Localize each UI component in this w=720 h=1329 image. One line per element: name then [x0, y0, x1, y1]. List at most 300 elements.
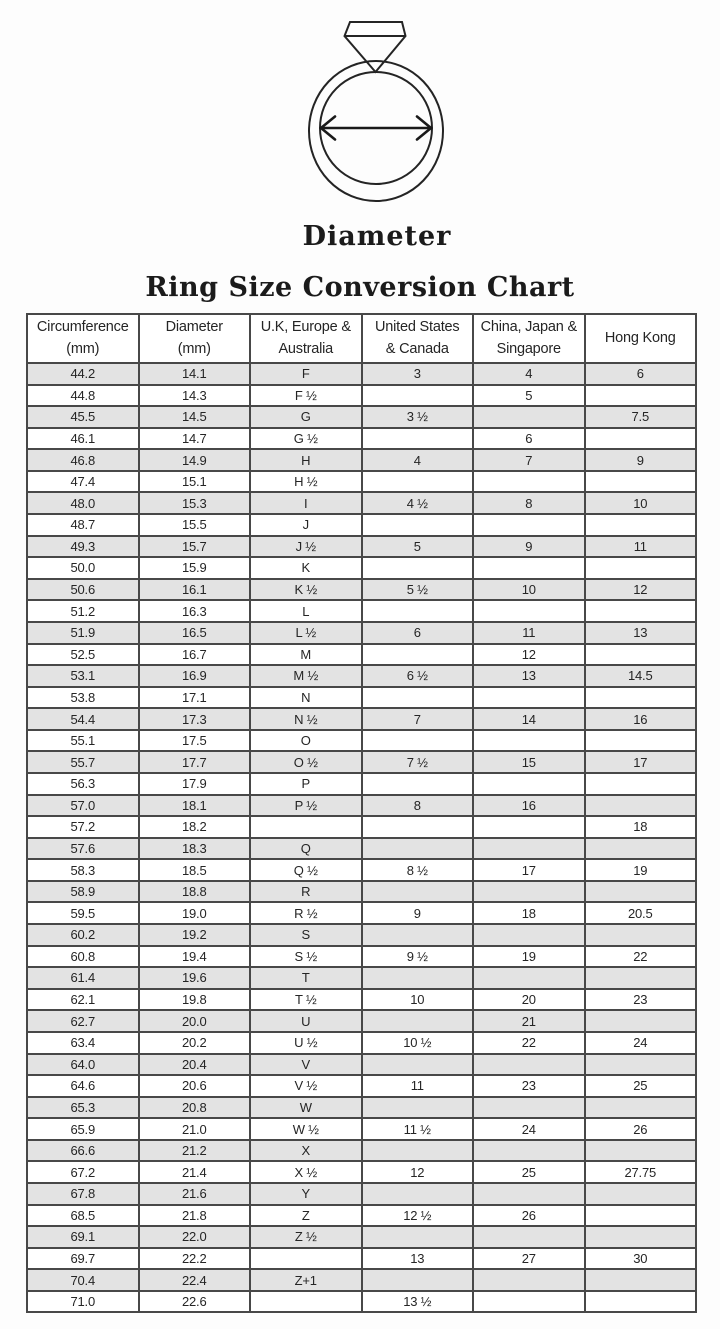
cell	[586, 839, 696, 859]
cell: T	[251, 968, 363, 988]
cell	[363, 688, 475, 708]
cell: 15.9	[140, 558, 252, 578]
cell: 24	[474, 1119, 586, 1139]
cell: 48.7	[28, 515, 140, 535]
cell: 12	[633, 582, 648, 598]
cell	[363, 817, 475, 837]
cell: U	[251, 1011, 363, 1031]
cell: 11	[474, 623, 586, 643]
cell: L	[251, 601, 363, 621]
cell	[251, 1249, 363, 1269]
page-title: Ring Size Conversion Chart	[145, 272, 575, 303]
cell	[363, 1011, 475, 1031]
cell: 30	[633, 1250, 648, 1266]
cell	[363, 558, 475, 578]
cell: L ½	[251, 623, 363, 643]
cell: Y	[251, 1184, 363, 1204]
cell	[586, 968, 696, 988]
table-row	[28, 729, 695, 751]
column-header-line: Singapore	[496, 340, 561, 357]
table-row	[28, 643, 695, 665]
cell	[363, 882, 475, 902]
cell	[363, 925, 475, 945]
cell	[251, 817, 363, 837]
cell: 9	[363, 903, 475, 923]
cell	[586, 1098, 696, 1118]
table-row	[28, 1096, 695, 1118]
cell: 4	[363, 450, 475, 470]
cell	[474, 1270, 586, 1290]
cell	[586, 1206, 696, 1226]
cell: 26	[633, 1121, 648, 1137]
cell: N ½	[251, 709, 363, 729]
cell: 5 ½	[363, 580, 475, 600]
cell: 5	[474, 386, 586, 406]
cell	[363, 1141, 475, 1161]
cell: 56.3	[28, 774, 140, 794]
table-row	[28, 945, 695, 967]
cell: 58.9	[28, 882, 140, 902]
cell: 4	[474, 364, 586, 384]
table-row	[28, 513, 695, 535]
cell: 53.8	[28, 688, 140, 708]
cell: V ½	[251, 1076, 363, 1096]
cell: 17	[633, 754, 648, 770]
cell: 17	[474, 860, 586, 880]
cell: 22	[633, 948, 648, 964]
cell: 15.5	[140, 515, 252, 535]
cell: H ½	[251, 472, 363, 492]
cell: R ½	[251, 903, 363, 923]
cell: 14.1	[140, 364, 252, 384]
cell: 25	[474, 1162, 586, 1182]
cell	[474, 558, 586, 578]
table-row	[28, 556, 695, 578]
cell	[363, 774, 475, 794]
cell: X	[251, 1141, 363, 1161]
cell: K	[251, 558, 363, 578]
cell	[474, 515, 586, 535]
cell: 9 ½	[363, 947, 475, 967]
cell: Q	[251, 839, 363, 859]
table-row	[28, 880, 695, 902]
cell: 4 ½	[363, 493, 475, 513]
cell	[474, 407, 586, 427]
column-header-line: United States	[375, 318, 460, 335]
table-row	[28, 1009, 695, 1031]
cell	[586, 1292, 696, 1312]
cell: I	[251, 493, 363, 513]
cell: 11	[633, 538, 647, 554]
cell: P ½	[251, 796, 363, 816]
cell	[586, 472, 696, 492]
cell	[363, 1098, 475, 1118]
cell	[474, 1055, 586, 1075]
cell: O	[251, 731, 363, 751]
cell: 57.6	[28, 839, 140, 859]
cell: Z+1	[251, 1270, 363, 1290]
cell	[586, 688, 696, 708]
cell: 21	[474, 1011, 586, 1031]
cell	[586, 429, 696, 449]
cell	[586, 1055, 696, 1075]
cell: 27	[474, 1249, 586, 1269]
cell: 49.3	[28, 537, 140, 557]
cell	[586, 1141, 696, 1161]
column-header-line: Circumference	[36, 318, 129, 335]
cell: 63.4	[28, 1033, 140, 1053]
column-header-line: Diameter	[165, 318, 223, 335]
cell: 22.2	[140, 1249, 252, 1269]
table-row	[28, 1247, 695, 1269]
table-row	[28, 686, 695, 708]
cell: 53.1	[28, 666, 140, 686]
cell: 20.6	[140, 1076, 252, 1096]
table-row	[28, 901, 695, 923]
cell: N	[251, 688, 363, 708]
cell	[586, 386, 696, 406]
column-header-china-japan-singapore	[474, 315, 586, 362]
cell: 10	[363, 990, 475, 1010]
cell: F ½	[251, 386, 363, 406]
cell: 17.1	[140, 688, 252, 708]
column-header-line: Hong Kong	[604, 329, 676, 346]
cell: 10	[633, 495, 648, 511]
cell: 20.4	[140, 1055, 252, 1075]
cell: 13	[363, 1249, 475, 1269]
cell: 67.8	[28, 1184, 140, 1204]
cell: 44.2	[28, 364, 140, 384]
cell	[474, 688, 586, 708]
cell: 50.0	[28, 558, 140, 578]
cell: 16	[474, 796, 586, 816]
table-row	[28, 1031, 695, 1053]
cell: 14.7	[140, 429, 252, 449]
cell: 44.8	[28, 386, 140, 406]
cell: 55.7	[28, 752, 140, 772]
cell: 23	[633, 992, 648, 1008]
cell: 5	[363, 537, 475, 557]
cell: X ½	[251, 1162, 363, 1182]
cell: 21.4	[140, 1162, 252, 1182]
table-row	[28, 1204, 695, 1226]
cell: 69.7	[28, 1249, 140, 1269]
cell: 16	[633, 711, 648, 727]
cell	[474, 968, 586, 988]
cell: 20.8	[140, 1098, 252, 1118]
column-header-hong-kong	[586, 315, 696, 362]
cell: 9	[474, 537, 586, 557]
cell: 21.6	[140, 1184, 252, 1204]
cell: O ½	[251, 752, 363, 772]
cell	[586, 774, 696, 794]
column-header-diameter	[140, 315, 252, 362]
cell: 65.3	[28, 1098, 140, 1118]
cell	[474, 817, 586, 837]
cell	[474, 925, 586, 945]
cell: 55.1	[28, 731, 140, 751]
cell: Z	[251, 1206, 363, 1226]
table-row	[28, 1074, 695, 1096]
cell: 47.4	[28, 472, 140, 492]
cell: 24	[633, 1035, 648, 1051]
cell: 8	[474, 493, 586, 513]
cell: 18.2	[140, 817, 252, 837]
column-header-line: & Canada	[385, 340, 449, 357]
cell	[474, 1227, 586, 1247]
cell: M	[251, 645, 363, 665]
cell: 62.7	[28, 1011, 140, 1031]
cell: 13	[474, 666, 586, 686]
cell: 46.8	[28, 450, 140, 470]
table-row	[28, 988, 695, 1010]
column-header-circumference	[28, 315, 140, 362]
cell: 64.6	[28, 1076, 140, 1096]
cell: 13 ½	[363, 1292, 475, 1312]
cell: 62.1	[28, 990, 140, 1010]
cell: 20.5	[627, 905, 653, 921]
cell	[586, 882, 696, 902]
cell: 18.5	[140, 860, 252, 880]
table-row	[28, 599, 695, 621]
table-row	[28, 621, 695, 643]
cell	[586, 601, 696, 621]
cell	[474, 601, 586, 621]
cell: 19.6	[140, 968, 252, 988]
cell: 11	[363, 1076, 475, 1096]
cell: P	[251, 774, 363, 794]
cell: 22	[474, 1033, 586, 1053]
cell: 26	[474, 1206, 586, 1226]
cell: 7 ½	[363, 752, 475, 772]
cell	[363, 1184, 475, 1204]
cell: 14.5	[140, 407, 252, 427]
table-row	[28, 405, 695, 427]
cell: 17.3	[140, 709, 252, 729]
cell: F	[251, 364, 363, 384]
table-row	[28, 1268, 695, 1290]
cell: 8	[363, 796, 475, 816]
table-row	[28, 794, 695, 816]
cell	[363, 1055, 475, 1075]
column-header-line: Australia	[278, 340, 334, 357]
table-row	[28, 1117, 695, 1139]
cell: 3 ½	[363, 407, 475, 427]
cell: 15.3	[140, 493, 252, 513]
table-row	[28, 1290, 695, 1312]
cell: 64.0	[28, 1055, 140, 1075]
cell: 11 ½	[363, 1119, 475, 1139]
column-header-line: China, Japan &	[480, 318, 577, 335]
cell	[474, 839, 586, 859]
ring-size-table	[26, 313, 697, 1313]
cell: 18.8	[140, 882, 252, 902]
cell: G ½	[251, 429, 363, 449]
cell	[251, 1292, 363, 1312]
cell: 20	[474, 990, 586, 1010]
cell: 16.7	[140, 645, 252, 665]
table-row	[28, 923, 695, 945]
cell: 17.9	[140, 774, 252, 794]
cell: 17.5	[140, 731, 252, 751]
cell: 45.5	[28, 407, 140, 427]
cell: 6	[474, 429, 586, 449]
cell: 19.2	[140, 925, 252, 945]
cell: 14	[474, 709, 586, 729]
cell	[586, 515, 696, 535]
table-row	[28, 858, 695, 880]
cell: K ½	[251, 580, 363, 600]
cell: 52.5	[28, 645, 140, 665]
cell: 16.3	[140, 601, 252, 621]
cell: 19.4	[140, 947, 252, 967]
table-row	[28, 1225, 695, 1247]
cell: 17.7	[140, 752, 252, 772]
ring-band-icon	[309, 61, 443, 201]
cell: 16.5	[140, 623, 252, 643]
cell: 6	[636, 366, 644, 382]
cell	[474, 731, 586, 751]
cell	[586, 796, 696, 816]
cell: 21.2	[140, 1141, 252, 1161]
table-row	[28, 448, 695, 470]
cell	[474, 1184, 586, 1204]
cell: 65.9	[28, 1119, 140, 1139]
cell	[586, 925, 696, 945]
table-row	[28, 491, 695, 513]
cell: 60.8	[28, 947, 140, 967]
cell: 14.9	[140, 450, 252, 470]
cell: 14.3	[140, 386, 252, 406]
table-row	[28, 384, 695, 406]
cell: 66.6	[28, 1141, 140, 1161]
column-header-us-canada	[363, 315, 475, 362]
column-header-line: (mm)	[177, 340, 211, 357]
cell: 23	[474, 1076, 586, 1096]
cell: 10 ½	[363, 1033, 475, 1053]
cell: U ½	[251, 1033, 363, 1053]
cell: 21.0	[140, 1119, 252, 1139]
cell: 19	[474, 947, 586, 967]
cell: 18.1	[140, 796, 252, 816]
cell: J	[251, 515, 363, 535]
cell: Z ½	[251, 1227, 363, 1247]
table-row	[28, 535, 695, 557]
cell: 19.8	[140, 990, 252, 1010]
cell: 18.3	[140, 839, 252, 859]
cell	[363, 472, 475, 492]
cell: 12	[474, 645, 586, 665]
cell: 71.0	[28, 1292, 140, 1312]
cell	[363, 601, 475, 621]
cell: W ½	[251, 1119, 363, 1139]
cell: 8 ½	[363, 860, 475, 880]
diameter-label: Diameter	[302, 221, 452, 252]
cell: 7	[363, 709, 475, 729]
cell: 15	[474, 752, 586, 772]
cell	[363, 515, 475, 535]
cell: H	[251, 450, 363, 470]
table-row	[28, 966, 695, 988]
cell	[586, 558, 696, 578]
cell: G	[251, 407, 363, 427]
cell	[363, 386, 475, 406]
table-header-row	[28, 315, 695, 362]
cell: 18	[474, 903, 586, 923]
cell: R	[251, 882, 363, 902]
cell: 19	[633, 862, 648, 878]
table-body	[28, 362, 695, 1311]
table-row	[28, 1053, 695, 1075]
cell: 67.2	[28, 1162, 140, 1182]
cell: 57.2	[28, 817, 140, 837]
table-row	[28, 1160, 695, 1182]
cell: V	[251, 1055, 363, 1075]
table-row	[28, 427, 695, 449]
cell	[474, 1141, 586, 1161]
cell: T ½	[251, 990, 363, 1010]
column-header-uk-europe-australia	[251, 315, 363, 362]
cell	[586, 1270, 696, 1290]
cell: 16.1	[140, 580, 252, 600]
cell	[474, 774, 586, 794]
table-row	[28, 470, 695, 492]
cell: 20.2	[140, 1033, 252, 1053]
cell: Q ½	[251, 860, 363, 880]
cell	[363, 645, 475, 665]
cell: 19.0	[140, 903, 252, 923]
cell	[474, 472, 586, 492]
table-row	[28, 1182, 695, 1204]
cell: 22.4	[140, 1270, 252, 1290]
column-header-line: U.K, Europe &	[260, 318, 351, 335]
cell	[363, 968, 475, 988]
cell: 60.2	[28, 925, 140, 945]
cell: 3	[363, 364, 475, 384]
cell: 12	[363, 1162, 475, 1182]
cell: 7	[474, 450, 586, 470]
cell	[586, 645, 696, 665]
cell: 54.4	[28, 709, 140, 729]
cell: 68.5	[28, 1206, 140, 1226]
cell: 70.4	[28, 1270, 140, 1290]
table-row	[28, 837, 695, 859]
cell: 27.75	[624, 1164, 657, 1180]
cell: 9	[636, 452, 644, 468]
cell: M ½	[251, 666, 363, 686]
table-row	[28, 772, 695, 794]
cell: 6 ½	[363, 666, 475, 686]
cell: 51.2	[28, 601, 140, 621]
cell	[363, 839, 475, 859]
cell: 7.5	[631, 409, 649, 425]
cell: 12 ½	[363, 1206, 475, 1226]
table-row	[28, 664, 695, 686]
cell: 15.1	[140, 472, 252, 492]
cell: 14.5	[627, 668, 653, 684]
cell: 22.0	[140, 1227, 252, 1247]
cell: W	[251, 1098, 363, 1118]
cell	[474, 1292, 586, 1312]
cell: 16.9	[140, 666, 252, 686]
cell: 25	[633, 1078, 648, 1094]
cell	[586, 1011, 696, 1031]
cell: 18	[633, 819, 648, 835]
cell	[363, 429, 475, 449]
cell: 10	[474, 580, 586, 600]
table-row	[28, 707, 695, 729]
table-row	[28, 815, 695, 837]
